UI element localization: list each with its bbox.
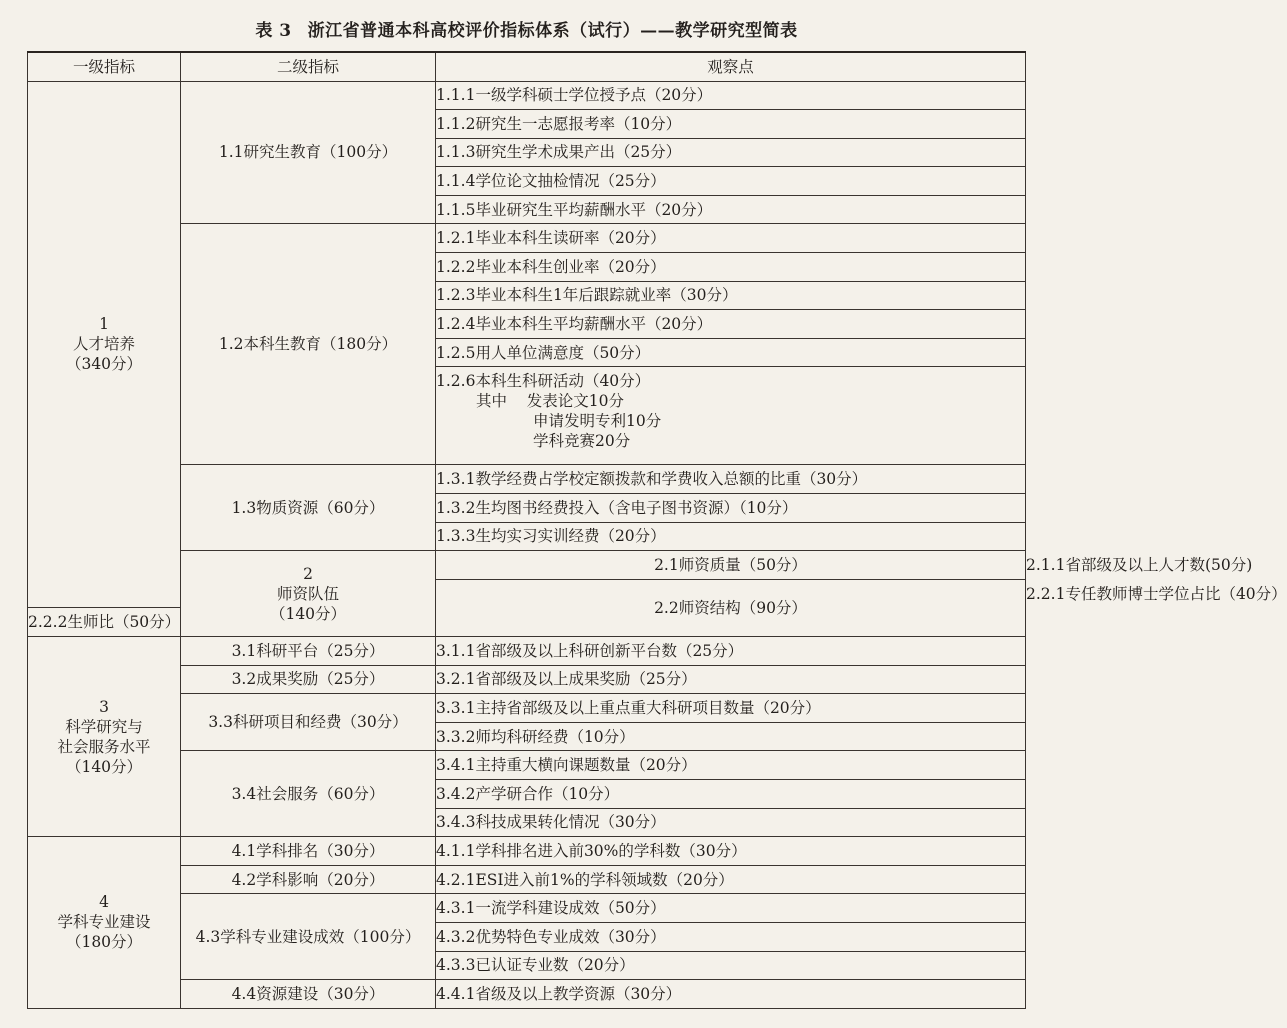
header-level2: 二级指标 bbox=[181, 52, 436, 81]
level2-cell: 2.2师资结构（90分） bbox=[436, 579, 1026, 636]
level1-number: 4 bbox=[99, 893, 109, 912]
obs-cell: 2.2.2生师比（50分） bbox=[28, 608, 181, 637]
level1-name: 科学研究与 bbox=[65, 717, 143, 736]
obs-cell: 4.1.1学科排名进入前30%的学科数（30分） bbox=[436, 837, 1026, 866]
table-row bbox=[28, 81, 1026, 110]
level1-name-line2: 社会服务水平 bbox=[57, 737, 151, 756]
obs-cell: 1.2.2毕业本科生创业率（20分） bbox=[436, 253, 1026, 282]
obs-cell-detail bbox=[436, 367, 1026, 465]
level2-cell: 3.2成果奖励（25分） bbox=[181, 665, 436, 694]
level2-cell: 2.1师资质量（50分） bbox=[436, 551, 1026, 580]
level2-cell: 3.3科研项目和经费（30分） bbox=[181, 694, 436, 751]
level1-cell bbox=[181, 551, 436, 637]
obs-cell: 4.4.1省级及以上教学资源（30分） bbox=[436, 980, 1026, 1009]
table-row bbox=[28, 837, 1026, 866]
obs-cell: 1.3.3生均实习实训经费（20分） bbox=[436, 522, 1026, 551]
obs-cell: 1.2.4毕业本科生平均薪酬水平（20分） bbox=[436, 310, 1026, 339]
table-number: 表 3 bbox=[255, 21, 292, 41]
table-row: 2.2师资结构（90分） 2.2.1专任教师博士学位占比（40分） bbox=[28, 579, 1026, 608]
level2-cell: 4.4资源建设（30分） bbox=[181, 980, 436, 1009]
level2-cell: 3.1科研平台（25分） bbox=[181, 637, 436, 666]
obs-cell: 1.1.2研究生一志愿报考率（10分） bbox=[436, 110, 1026, 139]
obs-cell: 4.3.2优势特色专业成效（30分） bbox=[436, 922, 1026, 951]
level2-cell: 1.3物质资源（60分） bbox=[181, 465, 436, 551]
obs-cell: 1.1.1一级学科硕士学位授予点（20分） bbox=[436, 81, 1026, 110]
level1-number: 2 bbox=[303, 564, 313, 583]
obs-detail-heading: 1.2.6本科生科研活动（40分） bbox=[436, 372, 651, 391]
level1-number: 1 bbox=[99, 315, 109, 334]
level2-cell: 3.4社会服务（60分） bbox=[181, 751, 436, 837]
level2-cell: 1.1研究生教育（100分） bbox=[181, 81, 436, 224]
obs-cell: 4.2.1ESI进入前1%的学科领域数（20分） bbox=[436, 865, 1026, 894]
obs-cell: 1.3.1教学经费占学校定额拨款和学费收入总额的比重（30分） bbox=[436, 465, 1026, 494]
table-title: 浙江省普通本科高校评价指标体系（试行）——教学研究型简表 bbox=[307, 21, 798, 41]
obs-cell: 4.3.1一流学科建设成效（50分） bbox=[436, 894, 1026, 923]
level2-cell: 4.2学科影响（20分） bbox=[181, 865, 436, 894]
level1-name: 人才培养 bbox=[72, 335, 135, 354]
table-row bbox=[28, 637, 1026, 666]
obs-cell: 1.3.2生均图书经费投入（含电子图书资源）（10分） bbox=[436, 494, 1026, 523]
level2-cell: 1.2本科生教育（180分） bbox=[181, 224, 436, 465]
obs-cell: 3.4.1主持重大横向课题数量（20分） bbox=[436, 751, 1026, 780]
obs-cell: 3.4.3科技成果转化情况（30分） bbox=[436, 808, 1026, 837]
obs-detail-prefix: 其中 bbox=[476, 392, 508, 411]
obs-cell: 1.1.4学位论文抽检情况（25分） bbox=[436, 167, 1026, 196]
evaluation-table bbox=[27, 51, 1287, 1009]
obs-detail-text: 发表论文10分 bbox=[526, 392, 624, 411]
obs-detail-item: 学科竞赛20分 bbox=[533, 432, 631, 451]
level1-number: 3 bbox=[99, 697, 109, 716]
obs-cell: 1.1.3研究生学术成果产出（25分） bbox=[436, 138, 1026, 167]
obs-cell: 3.1.1省部级及以上科研创新平台数（25分） bbox=[436, 637, 1026, 666]
obs-cell: 3.3.2师均科研经费（10分） bbox=[436, 722, 1026, 751]
header-row bbox=[28, 52, 1026, 81]
obs-cell: 1.2.3毕业本科生1年后跟踪就业率（30分） bbox=[436, 281, 1026, 310]
level1-name: 学科专业建设 bbox=[57, 913, 151, 932]
level2-cell: 4.1学科排名（30分） bbox=[181, 837, 436, 866]
level1-score: （140分） bbox=[269, 604, 347, 623]
obs-detail-item bbox=[436, 391, 1025, 411]
obs-detail-item: 申请发明专利10分 bbox=[533, 412, 662, 431]
level1-score: （340分） bbox=[65, 355, 143, 374]
obs-cell: 3.3.1主持省部级及以上重点重大科研项目数量（20分） bbox=[436, 694, 1026, 723]
obs-cell: 3.2.1省部级及以上成果奖励（25分） bbox=[436, 665, 1026, 694]
level2-cell: 4.3学科专业建设成效（100分） bbox=[181, 894, 436, 980]
level1-score: （140分） bbox=[65, 757, 143, 776]
obs-cell: 4.3.3已认证专业数（20分） bbox=[436, 951, 1026, 980]
obs-cell: 3.4.2产学研合作（10分） bbox=[436, 779, 1026, 808]
table-caption bbox=[0, 16, 1053, 41]
level1-name: 师资队伍 bbox=[276, 584, 339, 603]
level1-cell bbox=[28, 637, 181, 837]
obs-cell: 1.2.5用人单位满意度（50分） bbox=[436, 338, 1026, 367]
header-level1: 一级指标 bbox=[28, 52, 181, 81]
obs-cell: 1.1.5毕业研究生平均薪酬水平（20分） bbox=[436, 195, 1026, 224]
obs-cell: 1.2.1毕业本科生读研率（20分） bbox=[436, 224, 1026, 253]
level1-cell bbox=[28, 81, 181, 608]
header-obs: 观察点 bbox=[436, 52, 1026, 81]
level1-cell bbox=[28, 837, 181, 1009]
level1-score: （180分） bbox=[65, 933, 143, 952]
table-row: 2 师资队伍 （140分） 2.1师资质量（50分） 2.1.1省部级及以上人才数(50分) bbox=[28, 551, 1026, 580]
